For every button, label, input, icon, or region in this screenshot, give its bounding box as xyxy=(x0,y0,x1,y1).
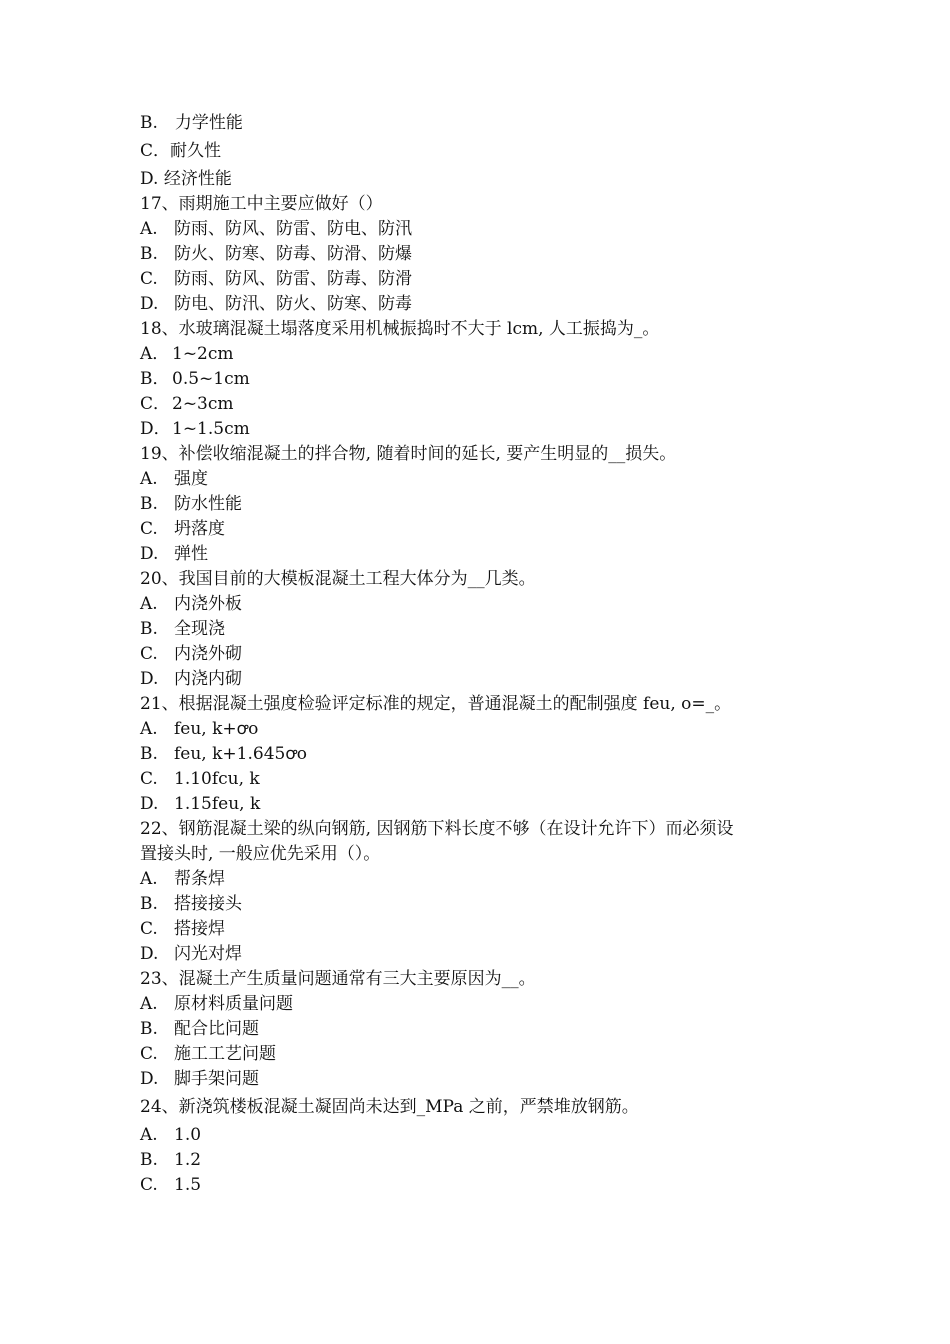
option-b-q23 xyxy=(140,1017,820,1042)
option-text: 防雨、防风、防雷、防电、防汛 xyxy=(174,219,412,239)
option-letter: B. xyxy=(140,1019,158,1039)
option-text: 强度 xyxy=(174,469,208,489)
option-letter: B． xyxy=(140,369,170,389)
question-21 xyxy=(140,692,820,817)
option-c-q21 xyxy=(140,767,820,792)
option-letter: A. xyxy=(140,469,158,489)
option-text: 1~1.5cm xyxy=(172,419,250,439)
option-text: 原材料质量问题 xyxy=(174,994,293,1014)
option-letter: C. xyxy=(140,1175,158,1195)
option-text: 防水性能 xyxy=(174,494,242,514)
option-text: 脚手架问题 xyxy=(174,1069,259,1089)
option-a-q20 xyxy=(140,592,820,617)
option-letter: A. xyxy=(140,1125,158,1145)
question-22-text-line1: 22、钢筋混凝土梁的纵向钢筋, 因钢筋下料长度不够（在设计允许下）而必须设 xyxy=(140,819,734,839)
option-b-q19 xyxy=(140,492,820,517)
option-d-q21 xyxy=(140,792,820,817)
option-letter: A. xyxy=(140,994,158,1014)
option-c-q23 xyxy=(140,1042,820,1067)
option-letter: D. xyxy=(140,1069,159,1089)
option-b-q22 xyxy=(140,892,820,917)
option-c-q20 xyxy=(140,642,820,667)
option-text: 弹性 xyxy=(174,544,208,564)
question-19-text: 19、补偿收缩混凝土的拌合物, 随着时间的延长, 要产生明显的__损失。 xyxy=(140,444,677,464)
option-letter: D． xyxy=(140,419,171,439)
option-letter: C. xyxy=(140,519,158,539)
question-22-text-line2: 置接头时, 一般应优先采用（）。 xyxy=(140,844,381,864)
option-letter: A． xyxy=(140,344,170,364)
option-c-q17 xyxy=(140,267,820,292)
option-c-q16: C．耐久性 xyxy=(140,141,222,161)
option-text: feu, k+1.645ꝍo xyxy=(174,744,308,764)
option-b-q18 xyxy=(140,367,820,392)
question-24-text: 24、新浇筑楼板混凝土凝固尚未达到_MPa 之前，严禁堆放钢筋。 xyxy=(140,1097,639,1117)
option-letter: B. xyxy=(140,744,158,764)
option-text: 防电、防汛、防火、防寒、防毒 xyxy=(174,294,412,314)
option-d-q17 xyxy=(140,292,820,317)
option-c-q22 xyxy=(140,917,820,942)
option-c-q19 xyxy=(140,517,820,542)
option-letter: B. xyxy=(140,894,158,914)
option-text: 全现浇 xyxy=(174,619,225,639)
option-text: 内浇外砌 xyxy=(174,644,242,664)
option-b-q24 xyxy=(140,1148,820,1173)
question-23 xyxy=(140,967,820,1092)
option-text: 帮条焊 xyxy=(174,869,225,889)
option-letter: D. xyxy=(140,944,159,964)
option-text: 配合比问题 xyxy=(174,1019,259,1039)
option-letter: D. xyxy=(140,669,159,689)
option-text: 搭接焊 xyxy=(174,919,225,939)
option-a-q18 xyxy=(140,342,820,367)
question-20 xyxy=(140,567,820,692)
option-b-q20 xyxy=(140,617,820,642)
document-body xyxy=(140,111,820,1198)
question-18-text: 18、水玻璃混凝土塌落度采用机械振捣时不大于 lcm, 人工振捣为_。 xyxy=(140,319,660,339)
option-letter: C． xyxy=(140,394,171,414)
option-a-q23 xyxy=(140,992,820,1017)
question-18 xyxy=(140,317,820,442)
option-d-q22 xyxy=(140,942,820,967)
option-text: 1.10fcu, k xyxy=(174,769,260,789)
option-text: 防雨、防风、防雷、防毒、防滑 xyxy=(174,269,412,289)
option-text: 坍落度 xyxy=(174,519,225,539)
option-letter: C. xyxy=(140,769,158,789)
option-a-q24 xyxy=(140,1123,820,1148)
option-text: 内浇内砌 xyxy=(174,669,242,689)
option-letter: C. xyxy=(140,919,158,939)
option-text: feu, k+ꝍo xyxy=(174,719,259,739)
question-17 xyxy=(140,192,820,317)
option-letter: D. xyxy=(140,294,159,314)
option-a-q22 xyxy=(140,867,820,892)
option-d-q23 xyxy=(140,1067,820,1092)
option-letter: A. xyxy=(140,594,158,614)
option-letter: B. xyxy=(140,619,158,639)
option-a-q21 xyxy=(140,717,820,742)
question-17-text: 17、雨期施工中主要应做好（） xyxy=(140,194,383,214)
option-letter: A. xyxy=(140,719,158,739)
option-text: 闪光对焊 xyxy=(174,944,242,964)
question-21-text: 21、根据混凝土强度检验评定标准的规定，普通混凝土的配制强度 feu, o=_。 xyxy=(140,694,732,714)
option-letter: D. xyxy=(140,794,159,814)
option-letter: A. xyxy=(140,219,158,239)
question-20-text: 20、我国目前的大模板混凝土工程大体分为__几类。 xyxy=(140,569,536,589)
option-d-q20 xyxy=(140,667,820,692)
option-c-q24 xyxy=(140,1173,820,1198)
option-letter: C. xyxy=(140,644,158,664)
option-text: 1.15feu, k xyxy=(174,794,261,814)
option-c-q18 xyxy=(140,392,820,417)
question-24 xyxy=(140,1095,820,1198)
option-a-q17 xyxy=(140,217,820,242)
option-text: 内浇外板 xyxy=(174,594,242,614)
option-letter: B. xyxy=(140,494,158,514)
option-letter: B. xyxy=(140,1150,158,1170)
option-d-q16: D. 经济性能 xyxy=(140,169,232,189)
question-22 xyxy=(140,817,820,967)
option-text: 0.5~1cm xyxy=(172,369,250,389)
option-d-q19 xyxy=(140,542,820,567)
option-b-q17 xyxy=(140,242,820,267)
option-text: 防火、防寒、防毒、防滑、防爆 xyxy=(174,244,412,264)
option-letter: B. xyxy=(140,244,158,264)
option-text: 施工工艺问题 xyxy=(174,1044,276,1064)
option-b-q21 xyxy=(140,742,820,767)
option-text: 2~3cm xyxy=(172,394,234,414)
option-a-q19 xyxy=(140,467,820,492)
option-letter: A. xyxy=(140,869,158,889)
question-19 xyxy=(140,442,820,567)
option-text: 搭接接头 xyxy=(174,894,242,914)
option-b-q16: B. 力学性能 xyxy=(140,113,243,133)
option-text: 1.5 xyxy=(174,1175,202,1195)
question-23-text: 23、混凝土产生质量问题通常有三大主要原因为__。 xyxy=(140,969,536,989)
option-text: 1.0 xyxy=(174,1125,202,1145)
option-letter: C. xyxy=(140,269,158,289)
option-letter: C. xyxy=(140,1044,158,1064)
option-d-q18 xyxy=(140,417,820,442)
option-text: 1~2cm xyxy=(172,344,234,364)
option-letter: D. xyxy=(140,544,159,564)
option-text: 1.2 xyxy=(174,1150,202,1170)
